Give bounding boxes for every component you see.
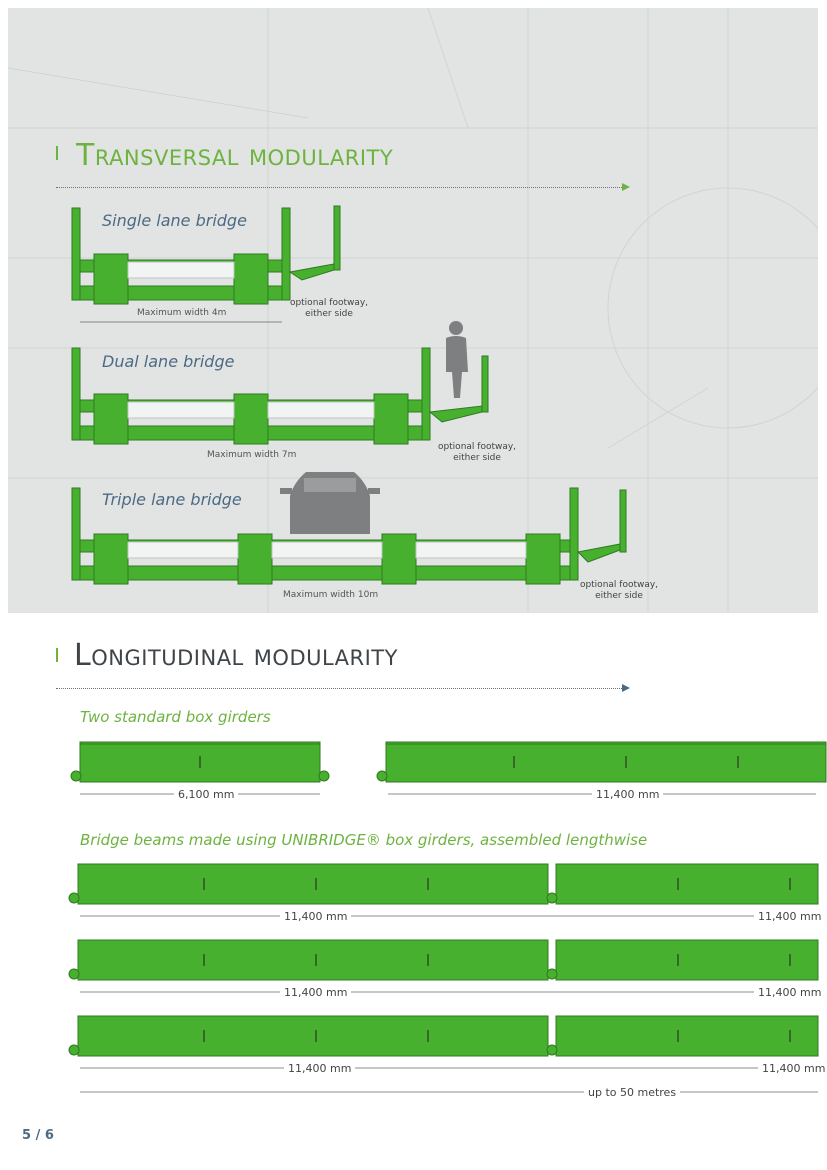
transversal-title: Transversal modularity — [76, 138, 394, 173]
standard-girder-11400-length: 11,400 mm — [592, 788, 663, 801]
row-1-length-b: 11,400 mm — [754, 910, 825, 923]
transversal-panel — [8, 8, 818, 613]
assembled-beam-row-1 — [68, 862, 827, 922]
standard-girder-6100-length: 6,100 mm — [174, 788, 238, 801]
single-lane-width: Maximum width 4m — [134, 308, 229, 318]
triple-lane-label: Triple lane bridge — [102, 490, 242, 509]
single-lane-label: Single lane bridge — [102, 211, 247, 230]
longitudinal-bullet — [56, 648, 58, 662]
row-2-length-a: 11,400 mm — [280, 986, 351, 999]
dual-lane-bridge — [72, 346, 492, 456]
assembled-title: Bridge beams made using UNIBRIDGE® box girders, assembled lengthwise — [80, 831, 648, 849]
triple-lane-bridge — [72, 486, 632, 596]
longitudinal-arrow-head — [622, 684, 630, 692]
total-length: up to 50 metres — [584, 1086, 680, 1099]
longitudinal-arrow-line — [56, 688, 622, 689]
row-3-length-a: 11,400 mm — [284, 1062, 355, 1075]
dual-lane-label: Dual lane bridge — [102, 352, 235, 371]
standard-girders-title: Two standard box girders — [80, 708, 271, 726]
triple-lane-footway: optional footway, either side — [579, 580, 659, 601]
assembled-beam-row-2 — [68, 938, 827, 998]
page-number: 5 / 6 — [22, 1128, 54, 1143]
title-arrow-head — [622, 183, 630, 191]
row-2-length-b: 11,400 mm — [754, 986, 825, 999]
dual-lane-width: Maximum width 7m — [204, 450, 299, 460]
triple-lane-width: Maximum width 10m — [280, 590, 381, 600]
longitudinal-title: Longitudinal modularity — [74, 638, 398, 673]
title-arrow-line — [56, 187, 622, 188]
row-1-length-a: 11,400 mm — [280, 910, 351, 923]
title-bullet — [56, 146, 58, 160]
row-3-length-b: 11,400 mm — [758, 1062, 827, 1075]
assembled-beam-row-3 — [68, 1014, 827, 1074]
single-lane-footway: optional footway, either side — [289, 298, 369, 319]
dual-lane-footway: optional footway, either side — [437, 442, 517, 463]
